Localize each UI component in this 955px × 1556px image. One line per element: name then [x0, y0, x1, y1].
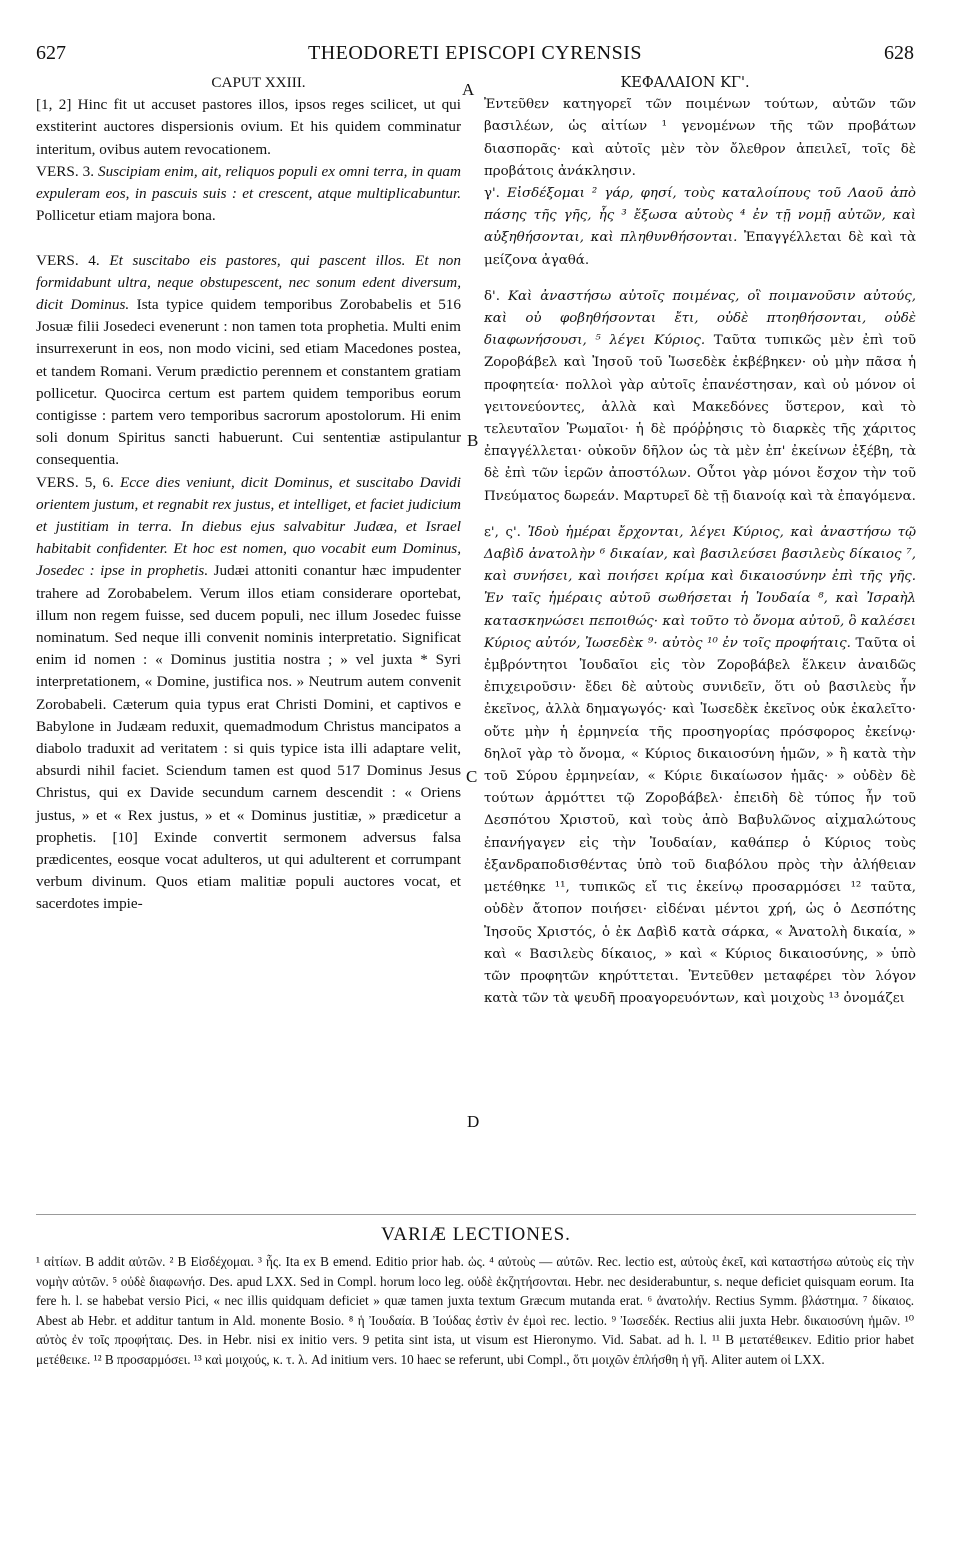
scripture-quote: Εἰσδέξομαι ² γάρ, φησί, τοὺς καταλοίπους τοῦ Λαοῦ ἀπὸ πάσης τῆς γῆς, ἧς ³ ἔξωσα αὐτοὺς ⁴ ἐν τῇ νομῇ αὐτῶν, καὶ αὐξηθήσονται, καὶ πληθυνθήσονται.	[484, 186, 916, 246]
latin-column	[36, 72, 461, 916]
greek-paragraph-4	[484, 522, 916, 1010]
scripture-quote: Ecce dies veniunt, dicit Dominus, et suscitabo Davidi orientem justum, et regnabit rex justus, et intelliget, et faciet judicium et justitiam in terra. In diebus ejus salvabitur Judæa, et Israel habitabit confidenter. Et hoc est nomen, quo vocabit eum Dominus, Josedec : ipse in prophetis.	[36, 473, 461, 580]
verse-label: γ'.	[484, 186, 507, 201]
scripture-quote: Ἰδοὺ ἡμέραι ἔρχονται, λέγει Κύριος, καὶ ἀναστήσω τῷ Δαβὶδ ἀνατολὴν ⁶ δικαίαν, καὶ βασιλεύσει βασιλεὺς δίκαιος ⁷, καὶ συνήσει, καὶ ποιήσει κρίμα καὶ δικαιοσύνην ἐπὶ τῆς γῆς. Ἐν ταῖς ἡμέραις αὐτοῦ σωθήσεται ἡ Ἰουδαία ⁸, καὶ Ἰσραὴλ κατασκηνώσει πεποιθώς· καὶ τοῦτο τὸ ὄνομα αὐτοῦ, ὃ καλέσει Κύριος αὐτόν, Ἰωσεδὲκ ⁹· αὐτὸς ¹⁰ ἐν τοῖς προφήταις.	[484, 524, 916, 651]
margin-mark-d: D	[467, 1112, 480, 1131]
scripture-quote: Καὶ ἀναστήσω αὐτοῖς ποιμένας, οἳ ποιμανοῦσιν αὐτούς, καὶ οὐ φοβηθήσονται ἔτι, οὐδὲ πτοηθήσονται, οὐδὲ διαφωνήσουσι, ⁵ λέγει Κύριος.	[484, 288, 916, 349]
verse-label: VERS. 3.	[36, 162, 98, 180]
page-number-left: 627	[36, 42, 66, 64]
page-number-right: 628	[884, 42, 914, 64]
commentary-text: Ista typice quidem temporibus Zorobabelis et 516 Josuæ filii Josedeci evenerunt : non tamen tota prophetia. Multi enim insurrexerunt in eos, non modo vicini, sed etiam Macedones postea, et tandem Romani. Verum prædictio perennem et constantem gratiam pollicetur. Quocirca certum est partem quidem temporibus eorum contigisse : partem vero temporibus sacrorum apostolorum. Hi enim soli donum Spiritus sancti habuerunt. Cui sententiæ astipulantur consequentia.	[36, 296, 461, 469]
commentary-text: Ταῦτα οἱ ἐμβρόντητοι Ἰουδαῖοι εἰς τὸν Ζοροβάβελ ἕλκειν ἀναιδῶς ἐπιχειροῦσιν· ἔδει δὲ αὐτοὺς συνιδεῖν, ὅτι οὐ βασιλεὺς ἦν ἐκεῖνος, ἀλλὰ δημαγωγός· καὶ Ἰωσεδὲκ ἐκεῖνος οὐκ ἐκαλεῖτο· οὔτε μὴν ἡ ἑρμηνεία τῆς προσηγορίας πρόσφορος ἐκείνῳ· δηλοῖ γὰρ τὸ ὄνομα, « Κύριος δικαιοσύνη ἡμῶν, » ἢ κατὰ τὴν τοῦ Σύρου ἑρμηνείαν, « Κύριε δικαίωσον ἡμᾶς· » οὐδὲν δὲ τούτων ἁρμόττει τῷ Ζοροβάβελ· ἐπειδὴ δὲ τύπος ἦν τοῦ Δεσπότου Χριστοῦ, καὶ τοὺς ἀπὸ Βαβυλῶνος αἰχμαλώτους ἐπανήγαγεν εἰς τὴν Ἰουδαίαν, καθάπερ ὁ Κύριος τοὺς ἐξανδραποδισθέντας ὑπὸ τοῦ διαβόλου πρὸς τὴν ἀλήθειαν μετέθηκε ¹¹, τυπικῶς εἴ τις ἐκείνῳ προσαρμόσει ¹² ταῦτα, οὐδὲν ἄτοπον ποιήσει· εἰδέναι μέντοι χρή, ὡς ὁ Δεσπότης Ἰησοῦς Χριστός, ὁ ἐκ Δαβὶδ κατὰ σάρκα, « Ἀνατολὴ δικαία, » καὶ « Βασιλεὺς δίκαιος, » καὶ « Κύριος δικαιοσύνης, » ὑπὸ τῶν προφητῶν κηρύττεται. Ἐντεῦθεν μεταφέρει τὸν λόγον κατὰ τῶν τὰ ψευδῆ προαγορευόντων, καὶ μοιχοὺς ¹³ ὀνομάζει	[484, 635, 916, 1007]
verse-label: δ'.	[484, 288, 508, 304]
scripture-quote: Et suscitabo eis pastores, qui pascent illos. Et non formidabunt ultra, neque obstupescent, nec sonum edent diversum, dicit Dominus.	[36, 251, 461, 313]
greek-paragraph-1: Ἐντεῦθεν κατηγορεῖ τῶν ποιμένων τούτων, αὐτῶν τῶν βασιλέων, ὡς αἰτίων ¹ γενομένων τῆς τῶν προβάτων διασπορᾶς· καὶ αὐτοῖς μὲν τὸν ὄλεθρον ἀπειλεῖ, τοῖς δὲ προβάτοις ἀνάκλησιν.	[484, 97, 916, 179]
margin-mark-c: C	[466, 767, 478, 786]
greek-paragraph-3	[484, 286, 916, 508]
verse-label: VERS. 5, 6.	[36, 473, 120, 491]
latin-chapter-heading: CAPUT XXIII.	[211, 74, 306, 91]
latin-paragraph-1: [1, 2] Hinc fit ut accuset pastores illos, ipsos reges scilicet, ut qui exstiterint auctores dispersionis ovium. Et his quidem comminatur interitum, ovibus autem revocationem.	[36, 96, 461, 158]
greek-paragraph-2	[484, 183, 916, 272]
running-title: THEODORETI EPISCOPI CYRENSIS	[307, 42, 643, 64]
commentary-text: Ἐπαγγέλλεται δὲ καὶ τὰ μείζονα ἀγαθά.	[484, 230, 916, 268]
variae-lectiones-title: VARIÆ LECTIONES.	[381, 1224, 571, 1245]
latin-paragraph-3	[36, 250, 461, 472]
verse-label: ε', ς'.	[484, 524, 528, 540]
commentary-text: Pollicetur etiam majora bona.	[36, 207, 216, 225]
greek-chapter-heading: ΚΕΦΑΛΑΙΟΝ ΚΓ'.	[620, 75, 750, 91]
margin-mark-b: B	[467, 431, 479, 450]
latin-paragraph-2	[36, 161, 461, 228]
footnote-divider	[36, 1214, 916, 1215]
margin-mark-a: A	[462, 80, 475, 99]
verse-label: VERS. 4.	[36, 251, 110, 269]
latin-paragraph-4	[36, 472, 461, 916]
scripture-quote: Suscipiam enim, ait, reliquos populi ex omni terra, in quam expuleram eos, in pascuis suis : et crescent, atque multiplicabuntur.	[36, 162, 461, 202]
variae-lectiones-notes: ¹ αἰτίων. B addit αὐτῶν. ² B Εἰσδέχομαι. ³ ἧς. Ita ex B emend. Editio prior hab. ὡς. ⁴ αὐτοὺς — αὐτῶν. Rec. lectio est, αὐτοὺς ἐκεῖ, καὶ καταστήσω αὐτοὺς εἰς τὴν νομὴν αὐτῶν. ⁵ οὐδὲ διαφωνήσ. Des. apud LXX. Sed in Compl. horum loco leg. οὐδὲ ἐκζητήσονται. Hebr. nec desiderabuntur, s. neque deficiet quisquam eorum. Ita fere h. l. se habebat versio Pici, « nec illis quidquam deficiet » quæ tamen juxta textum Græcum mutanda erat. ⁶ ἀνατολήν. Rectius Symm. βλάστημα. ⁷ δίκαιος. Abest ab Hebr. et additur tantum in Ald. monente Bosio. ⁸ ἡ Ἰουδαία. B Ἰούδας ἐστὶν ἐν ἐμοὶ rec. lectio. ⁹ Ἰωσεδέκ. Rectius alii juxta Hebr. δικαιοσύνη ἡμῶν. ¹⁰ αὐτὸς ἐν τοῖς προφήταις. Des. in Hebr. nisi ex initio vers. 9 petita sint ista, ut visum est Hieronymo. Vid. Sabat. ad h. l. ¹¹ B μετατέθεικεν. Editio prior habet μετέθεικε. ¹² B προσαρμόσει. ¹³ καὶ μοιχούς, κ. τ. λ. Ad initium vers. 10 haec se referunt, ubi Compl., ὅτι μοιχῶν ἐπλήσθη ἡ γῆ. Aliter autem oἱ LXX.	[36, 1254, 914, 1367]
page-header	[36, 42, 914, 72]
commentary-text: Ταῦτα τυπικῶς μὲν ἐπὶ τοῦ Ζοροβάβελ καὶ Ἰησοῦ τοῦ Ἰωσεδὲκ ἐκβέβηκεν· οὐ μὴν πᾶσα ἡ προφητεία· πολλοὶ γὰρ αὐτοῖς ἐπανέστησαν, καὶ οὐ μόνον οἱ γειτονεύοντες, ἀλλὰ καὶ Μακεδόνες ὕστερον, καὶ τὸ τελευταῖον Ῥωμαῖοι· ἡ δὲ πρόῤῥησις τὸ διαρκὲς τῆς χάριτος ἐπαγγέλλεται· οὐκοῦν δῆλον ὡς τὰ μὲν ἐπ' ἐκείνων ἐξέβη, τὰ δὲ ἐπὶ τῶν ἱερῶν ἀποστόλων. Οὗτοι γὰρ μόνοι ἔσχον τὴν τοῦ Πνεύματος δωρεάν. Μαρτυρεῖ δὲ τῇ διανοίᾳ καὶ τὰ ἐπαγόμενα.	[484, 333, 916, 504]
greek-column	[484, 72, 916, 1010]
commentary-text: Judæi attoniti conantur hæc impudenter trahere ad Zorobabelem. Verum illos etiam considerare oportebat, illum non regem fuisse, sed ducem populi, nec illum Josedec fuisse nominatum. Sed neque illi convenit nominis interpretatio. Significat enim id nomen : « Dominus justitia nostra ; » vel juxta * Syri interpretationem, « Domine, justifica nos. » Neutrum autem convenit Zorobabeli. Cæterum quia typus erat Christi Domini, et captivos e Babylone in Judæam reduxit, quemadmodum Christus mancipatos a diabolo traduxit ad veritatem : si quis typice ista illi adaptare velit, absurdi nihil faciet. Sciendum tamen est quod 517 Dominus Jesus Christus, qui ex Davide secundum carnem descendit : « Oriens justus, » et « Rex justus, » et « Dominus justitiæ, » prædicetur a prophetis. [10] Exinde convertit sermonem adversus falsa prædicentes, eosque vocat adulteros, ut qui adulterent et corrumpant verbum divinum. Quos etiam malitiæ populi auctores vocat, et sacerdotes impie-	[36, 562, 461, 913]
